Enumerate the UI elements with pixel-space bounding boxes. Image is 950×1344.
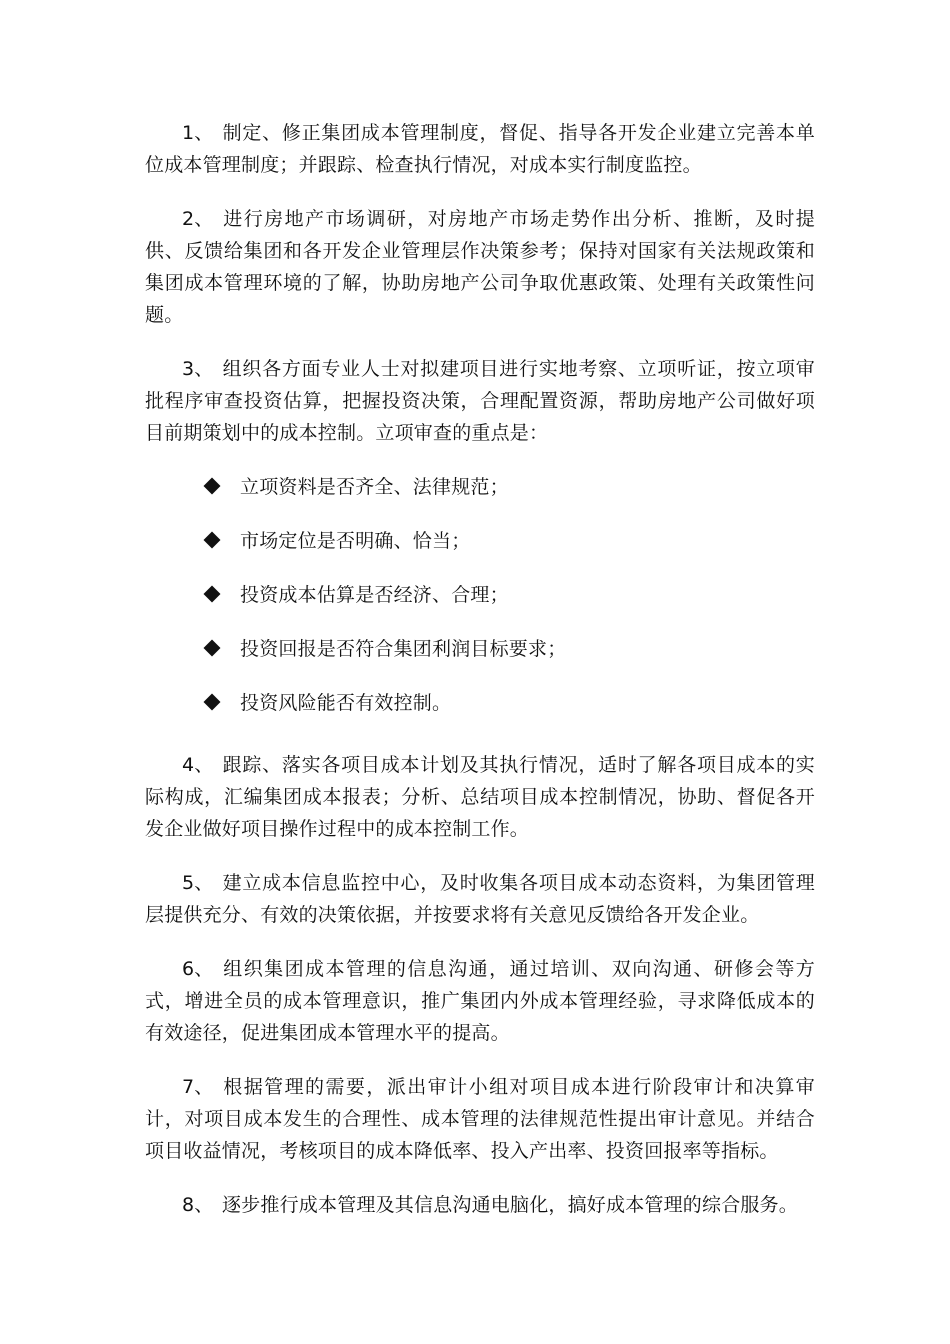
paragraph-number: 7、 [182, 1076, 214, 1098]
paragraph-number: 2、 [182, 208, 214, 230]
paragraph-text: 根据管理的需要，派出审计小组对项目成本进行阶段审计和决算审计，对项目成本发生的合理性、成本管理的法律规范性提出审计意见。并结合项目收益情况，考核项目的成本降低率、投入产出率、投资回报率等指标。 [145, 1076, 815, 1162]
paragraph-number: 8、 [182, 1194, 214, 1216]
list-item [145, 525, 815, 557]
paragraph-1 [145, 117, 815, 181]
paragraph-5 [145, 867, 815, 931]
paragraph-text: 进行房地产市场调研，对房地产市场走势作出分析、推断，及时提供、反馈给集团和各开发企业管理层作决策参考；保持对国家有关法规政策和集团成本管理环境的了解，协助房地产公司争取优惠政策、处理有关政策性问题。 [145, 208, 815, 326]
paragraph-number: 5、 [182, 872, 214, 894]
list-item-text: 投资成本估算是否经济、合理； [240, 584, 509, 606]
paragraph-text: 建立成本信息监控中心，及时收集各项目成本动态资料，为集团管理层提供充分、有效的决策依据，并按要求将有关意见反馈给各开发企业。 [145, 872, 815, 926]
black-diamond-icon [203, 639, 223, 659]
paragraph-2 [145, 203, 815, 331]
document-body [145, 117, 815, 1243]
paragraph-number: 4、 [182, 754, 214, 776]
list-item-text: 立项资料是否齐全、法律规范； [240, 476, 509, 498]
black-diamond-icon [203, 477, 223, 497]
paragraph-4 [145, 749, 815, 845]
paragraph-7 [145, 1071, 815, 1167]
list-item [145, 633, 815, 665]
paragraph-text: 制定、修正集团成本管理制度，督促、指导各开发企业建立完善本单位成本管理制度；并跟踪、检查执行情况，对成本实行制度监控。 [145, 122, 815, 176]
paragraph-text: 组织各方面专业人士对拟建项目进行实地考察、立项听证，按立项审批程序审查投资估算，把握投资决策，合理配置资源，帮助房地产公司做好项目前期策划中的成本控制。立项审查的重点是： [145, 358, 815, 444]
paragraph-text: 逐步推行成本管理及其信息沟通电脑化，搞好成本管理的综合服务。 [222, 1194, 799, 1216]
black-diamond-icon [203, 693, 223, 713]
black-diamond-icon [203, 531, 223, 551]
list-item [145, 579, 815, 611]
paragraph-number: 1、 [182, 122, 214, 144]
paragraph-text: 组织集团成本管理的信息沟通，通过培训、双向沟通、研修会等方式，增进全员的成本管理意识，推广集团内外成本管理经验，寻求降低成本的有效途径，促进集团成本管理水平的提高。 [145, 958, 815, 1044]
list-item-text: 投资风险能否有效控制。 [240, 692, 452, 714]
paragraph-text: 跟踪、落实各项目成本计划及其执行情况，适时了解各项目成本的实际构成，汇编集团成本报表；分析、总结项目成本控制情况，协助、督促各开发企业做好项目操作过程中的成本控制工作。 [145, 754, 815, 840]
paragraph-number: 6、 [182, 958, 214, 980]
list-item-text: 投资回报是否符合集团利润目标要求； [240, 638, 567, 660]
black-diamond-icon [203, 585, 223, 605]
paragraph-number: 3、 [182, 358, 214, 380]
list-item [145, 687, 815, 719]
list-item [145, 471, 815, 503]
review-points-list [145, 471, 815, 719]
paragraph-6 [145, 953, 815, 1049]
list-item-text: 市场定位是否明确、恰当； [240, 530, 471, 552]
paragraph-8 [145, 1189, 815, 1221]
paragraph-3 [145, 353, 815, 449]
